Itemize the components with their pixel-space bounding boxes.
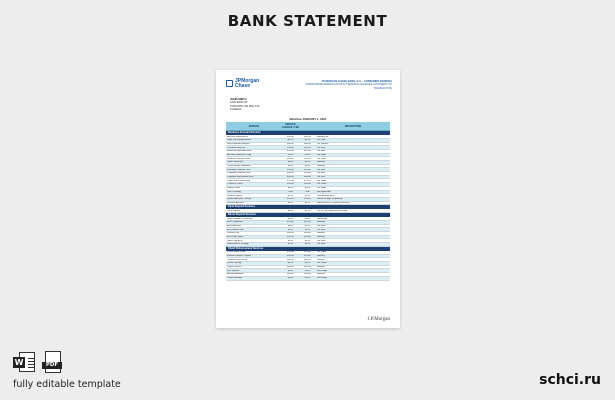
table-cell: $25.00: [304, 198, 311, 201]
table-cell: $5.00: [304, 201, 311, 204]
logo-line-1: JPMorgan: [235, 78, 260, 84]
table-cell: Per order: [317, 187, 327, 190]
table-cell: $0.25: [304, 262, 311, 265]
table-cell: Per copy: [317, 153, 326, 156]
table-cell: $75.00: [304, 179, 311, 182]
table-cell: $3.00: [304, 161, 311, 164]
table-cell: Deposit Account Closing: [227, 198, 251, 201]
table-cell: Monthly: [317, 221, 325, 224]
table-cell: Check Printing: [227, 262, 242, 265]
table-cell: Cashier's Check: [227, 183, 243, 186]
address-line: CANADA: [230, 107, 242, 111]
table-cell: $35.00: [287, 251, 294, 254]
table-row: [226, 277, 390, 281]
table-section-heading: Business Account Services: [226, 131, 390, 135]
table-cell: Monthly: [317, 232, 325, 235]
table-cell: $5.00: [287, 139, 294, 142]
table-cell: Per check: [317, 262, 327, 265]
table-cell: ACH Debit Block: [227, 236, 244, 239]
table-cell: $2.00: [304, 243, 311, 246]
table-cell: $34.00: [287, 146, 294, 149]
site-watermark: schci.ru: [539, 372, 601, 388]
table-cell: $30.00: [287, 142, 294, 145]
table-cell: $34.00: [304, 146, 311, 149]
column-header: DESCRIPTION: [344, 124, 362, 128]
table-cell: Account Statement Copy: [227, 153, 252, 156]
table-cell: Money Order: [227, 187, 240, 190]
table-cell: $5.00: [287, 201, 294, 204]
table-cell: N/A: [305, 190, 310, 193]
table-cell: $50.00: [304, 258, 311, 261]
table-cell: $25.00: [304, 255, 311, 258]
table-cell: Monthly: [317, 255, 325, 258]
table-cell: Legal Order Processing: [227, 179, 250, 182]
table-cell: $30.00: [304, 172, 311, 175]
table-cell: $5.00: [287, 187, 294, 190]
chase-octagon-icon: [226, 80, 233, 87]
statement-preview: [216, 70, 400, 328]
format-icons: [13, 351, 64, 373]
table-cell: Per order: [317, 251, 327, 254]
page-title: BANK STATEMENT: [227, 12, 388, 30]
table-cell: No charge: [317, 277, 328, 280]
table-cell: Paper Statement: [227, 161, 244, 164]
table-cell: Incoming Domestic Wire: [227, 168, 251, 171]
logo-line-2: Chase: [235, 83, 251, 90]
table-cell: $0.00: [304, 269, 311, 272]
table-cell: $5.00: [304, 165, 311, 168]
effective-date: Effective JANUARY 1, 2021: [289, 117, 327, 121]
table-cell: Returned Deposited Item: [227, 150, 252, 153]
table-cell: Per hour: [317, 157, 326, 160]
table-cell: Outgoing Domestic Wire: [227, 172, 251, 175]
header-line-2: STANDARD BUSINESS ACCOUNT SERVICE CHARGES & PAYMENT OF TRANSACTION: [305, 83, 392, 90]
table-cell: $5.00: [287, 153, 294, 156]
table-cell: Research Fee per Hour: [227, 157, 250, 160]
table-cell: Online Banking: [227, 277, 242, 280]
table-section-heading: Cash Deposit Services: [226, 205, 390, 209]
table-cell: $12.00: [304, 150, 311, 153]
table-cell: Per $1,000 deposited over limit: [317, 209, 348, 212]
table-cell: $50.00: [287, 258, 294, 261]
address-line: TORONTO ON M5V 1J1: [230, 104, 260, 108]
column-header: SERVICE: [248, 124, 260, 128]
table-cell: $15.00: [287, 135, 294, 138]
table-cell: Per card: [317, 139, 326, 142]
table-cell: Monthly fee: [317, 135, 329, 138]
table-cell: Dormant Account: [227, 201, 244, 204]
table-cell: $1.00: [304, 239, 311, 242]
table-cell: $75.00: [287, 179, 294, 182]
table-cell: Per wire: [317, 176, 326, 179]
table-cell: $50.00: [304, 232, 311, 235]
table-cell: ACH Return Item: [227, 228, 244, 231]
pdf-badge: PDF: [42, 362, 62, 369]
table-cell: $0.00: [287, 209, 294, 212]
table-cell: $25.00: [287, 255, 294, 258]
table-cell: $35.00: [304, 251, 311, 254]
table-cell: $10.00: [304, 273, 311, 276]
table-cell: Overdraft Item Fee: [227, 146, 246, 149]
address-line: JOHN SMITH: [230, 98, 247, 101]
table-cell: Payroll Service: [227, 266, 242, 269]
table-cell: Coin Counting: [227, 190, 241, 193]
table-cell: $30.00: [304, 142, 311, 145]
table-cell: $50.00: [287, 232, 294, 235]
table-cell: $5.00: [304, 139, 311, 142]
table-cell: $0.25: [287, 262, 294, 265]
table-body: [226, 131, 390, 281]
pdf-document-icon: [42, 351, 64, 373]
table-cell: Lockbox Processing: [227, 258, 247, 261]
table-cell: $25.00: [304, 157, 311, 160]
table-cell: $5.00: [287, 228, 294, 231]
table-cell: Per wire: [317, 168, 326, 171]
table-cell: N/A: [288, 190, 293, 193]
table-cell: Per item: [317, 228, 326, 231]
header-line-1: JP MORGAN CHASE BANK, N.A. - CONSUMER BANKING: [321, 80, 392, 83]
table-cell: Monthly after 12 months inactivity: [317, 201, 350, 204]
table-section-heading: Direct Deposit Services: [226, 213, 390, 217]
table-cell: Notification of Change: [227, 243, 249, 246]
table-cell: $10.00: [287, 183, 294, 186]
table-cell: Non-network ATM: [317, 194, 335, 197]
table-cell: $12.00: [287, 150, 294, 153]
table-cell: Bill Payment: [227, 269, 240, 272]
table-cell: $95.00: [304, 135, 311, 138]
statement-header: [300, 80, 392, 90]
table-cell: Monthly: [317, 161, 325, 164]
table-cell: $0.15: [304, 225, 311, 228]
table-cell: $2.50: [304, 194, 311, 197]
fee-table: [226, 122, 390, 281]
table-cell: Same Day ACH: [227, 239, 243, 242]
table-cell: $5.00: [304, 228, 311, 231]
table-cell: Account Analysis: [227, 273, 244, 276]
table-cell: Direct Deposit Processing: [227, 217, 253, 220]
table-cell: $0.00: [287, 277, 294, 280]
table-header: [226, 122, 390, 131]
table-cell: $10.00: [304, 183, 311, 186]
table-cell: $0.00: [287, 217, 294, 220]
table-cell: $2.50: [304, 209, 311, 212]
table-cell: Debit Card Replacement: [227, 139, 251, 142]
table-cell: ACH Origination: [227, 221, 243, 224]
table-section-heading: Client Disbursement Services: [226, 247, 390, 251]
table-cell: $25.00: [287, 198, 294, 201]
table-cell: Check Image Statement: [227, 165, 251, 168]
column-header: SERVICE CHARGE / FEE: [282, 123, 300, 129]
table-cell: Per request: [317, 142, 329, 145]
table-cell: $10.00: [304, 236, 311, 239]
table-cell: $20.00: [304, 266, 311, 269]
table-cell: Per wire: [317, 172, 326, 175]
table-cell: Remote Deposit Capture: [227, 255, 252, 258]
table-cell: Outgoing International Wire: [227, 176, 254, 179]
word-document-icon: [13, 351, 35, 373]
table-cell: Per item: [317, 239, 326, 242]
table-cell: $25.00: [287, 157, 294, 160]
table-cell: $1.00: [287, 239, 294, 242]
table-cell: $10.00: [287, 236, 294, 239]
customer-address: [230, 98, 259, 111]
table-cell: Within 90 days of opening: [317, 198, 343, 201]
table-cell: $30.00: [287, 172, 294, 175]
table-cell: $15.00: [304, 168, 311, 171]
word-badge: W: [14, 358, 24, 367]
table-cell: $0.00: [304, 217, 311, 220]
table-cell: $5.00: [287, 165, 294, 168]
table-cell: Monthly: [317, 273, 325, 276]
template-note: fully editable template: [13, 379, 121, 390]
table-cell: $15.00: [304, 221, 311, 224]
table-cell: Stop Payment Request: [227, 142, 250, 145]
table-cell: $2.50: [287, 194, 294, 197]
table-cell: $0.00: [287, 269, 294, 272]
table-cell: Account Maintenance: [227, 135, 249, 138]
table-cell: $2.00: [287, 243, 294, 246]
table-cell: $5.00: [304, 187, 311, 190]
table-cell: $50.00: [287, 176, 294, 179]
table-cell: ACH Item Fee: [227, 225, 241, 228]
table-cell: Per item: [317, 150, 326, 153]
table-cell: $0.00: [304, 277, 311, 280]
table-cell: $15.00: [287, 221, 294, 224]
table-cell: No charge: [317, 217, 328, 220]
table-cell: $50.00: [304, 176, 311, 179]
table-cell: Monthly: [317, 266, 325, 269]
table-cell: Per check: [317, 183, 327, 186]
table-cell: Positive Pay: [227, 232, 240, 235]
table-cell: Per order: [317, 179, 327, 182]
table-cell: $0.15: [287, 225, 294, 228]
table-cell: Monthly: [317, 258, 325, 261]
table-cell: $5.00: [304, 153, 311, 156]
table-cell: $10.00: [287, 273, 294, 276]
table-cell: No charge: [317, 269, 328, 272]
table-cell: $20.00: [287, 266, 294, 269]
table-cell: $15.00: [287, 168, 294, 171]
table-cell: $3.00: [287, 161, 294, 164]
table-cell: Per item: [317, 225, 326, 228]
table-cell: Per item: [317, 146, 326, 149]
table-cell: Cash Deposit: [227, 209, 241, 212]
table-cell: Monthly: [317, 236, 325, 239]
table-cell: Balance Inquiry: [227, 194, 243, 197]
table-cell: Check Stock Order: [227, 251, 246, 254]
chase-logo: [226, 79, 259, 89]
table-cell: Per item: [317, 243, 326, 246]
jpmorgan-wordmark: J.P.Morgan: [367, 317, 390, 322]
table-cell: Monthly: [317, 165, 325, 168]
address-line: 1234 MAIN ST: [230, 101, 248, 105]
table-cell: Not applicable: [317, 190, 331, 193]
